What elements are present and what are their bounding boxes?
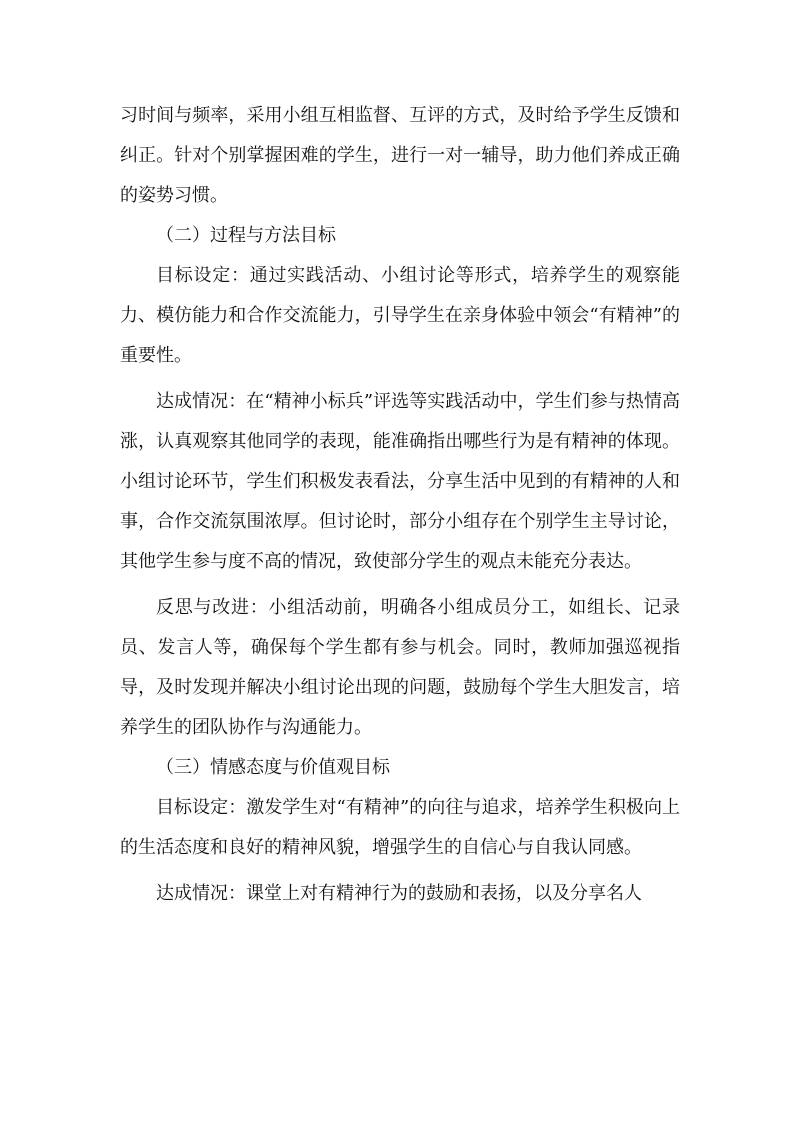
- document-body: [120, 96, 680, 914]
- paragraph-goal-setting-emotion: 目标设定：激发学生对“有精神”的向往与追求，培养学生积极向上的生活态度和良好的精神风貌，增强学生的自信心与自我认同感。: [120, 797, 680, 858]
- paragraph-reflection-process: 反思与改进：小组活动前，明确各小组成员分工，如组长、记录员、发言人等，确保每个学生都有参与机会。同时，教师加强巡视指导，及时发现并解决小组讨论出现的问题，鼓励每个学生大胆发言，培养学生的团队协作与沟通能力。: [120, 597, 680, 738]
- paragraph-achievement-process: 达成情况：在“精神小标兵”评选等实践活动中，学生们参与热情高涨，认真观察其他同学的表现，能准确指出哪些行为是有精神的体现。小组讨论环节，学生们积极发表看法，分享生活中见到的有精神的人和事，合作交流氛围浓厚。但讨论时，部分小组存在个别学生主导讨论，其他学生参与度不高的情况，致使部分学生的观点未能充分表达。: [120, 391, 680, 572]
- paragraph-achievement-emotion: 达成情况：课堂上对有精神行为的鼓励和表扬，以及分享名人: [156, 883, 642, 904]
- section-heading-emotion-values: （三）情感态度与价值观目标: [156, 757, 390, 778]
- paragraph-goal-setting-process: 目标设定：通过实践活动、小组讨论等形式，培养学生的观察能力、模仿能力和合作交流能力，引导学生在亲身体验中领会“有精神”的重要性。: [120, 265, 680, 366]
- section-heading-process-method: （二）过程与方法目标: [156, 225, 336, 246]
- paragraph-continuation: 习时间与频率，采用小组互相监督、互评的方式，及时给予学生反馈和纠正。针对个别掌握困难的学生，进行一对一辅导，助力他们养成正确的姿势习惯。: [120, 105, 680, 206]
